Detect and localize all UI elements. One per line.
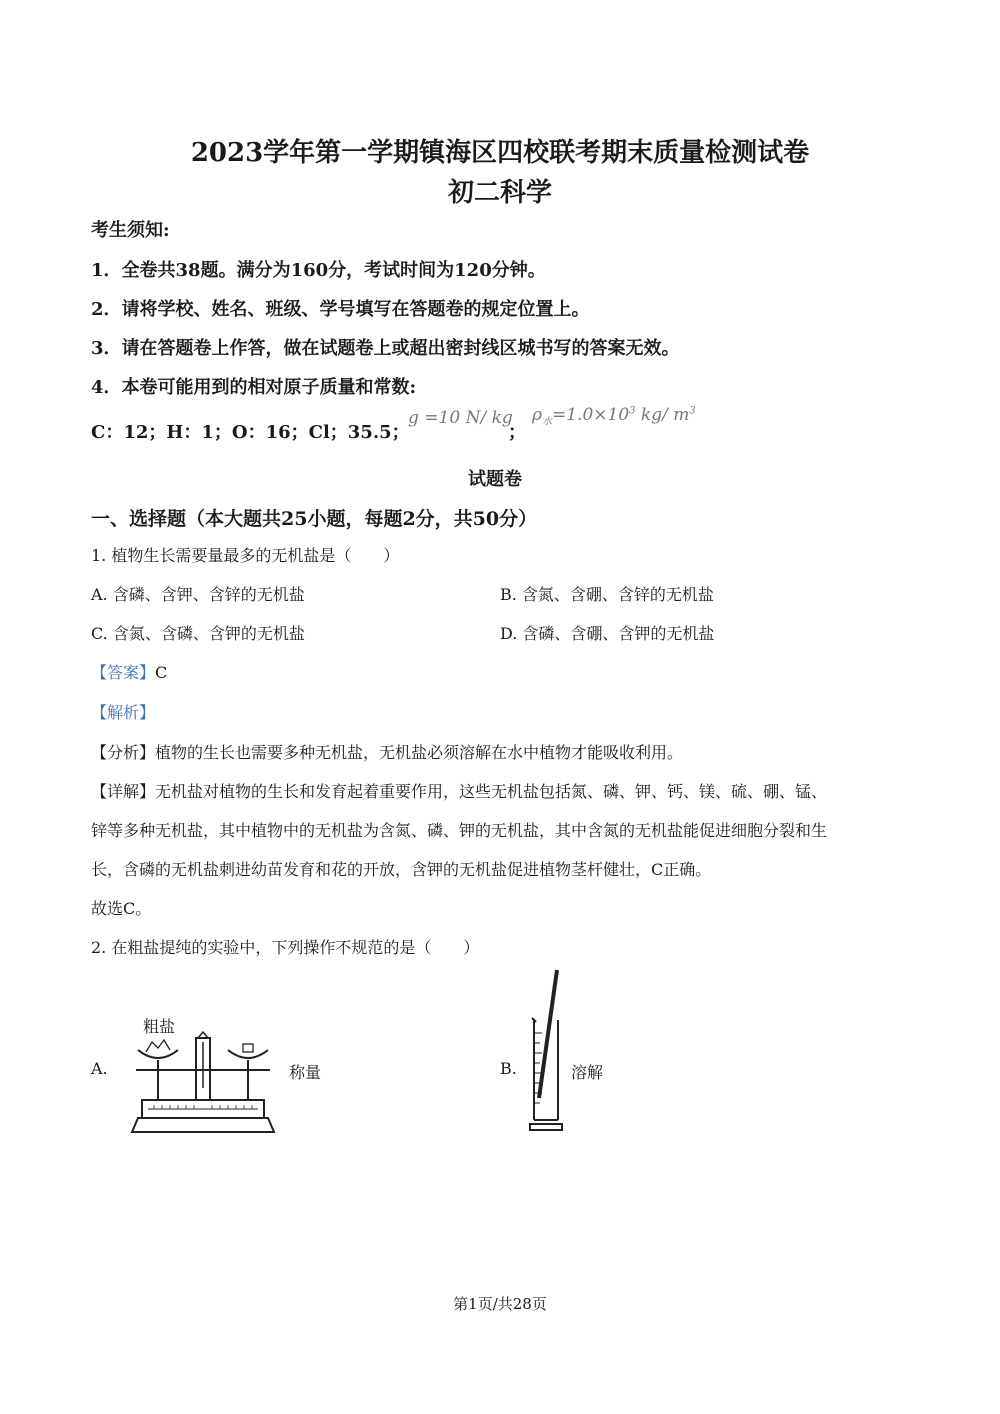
q1-answer [91, 660, 167, 683]
analysis-tag: 【解析】 [91, 703, 156, 722]
q2-stem: 2. 在粗盐提纯的实验中，下列操作不规范的是（ ） [91, 938, 480, 957]
q1-option-c: C. 含氮、含磷、含钾的无机盐 [91, 624, 305, 643]
q2-option-b-label: 溶解 [571, 1063, 604, 1082]
exam-title: 2023学年第一学期镇海区四校联考期末质量检测试卷 [190, 138, 810, 168]
q2-option-a-letter: A. [91, 1059, 108, 1078]
graduated-cylinder-figure [526, 968, 566, 1138]
q2-option-b-letter: B. [500, 1059, 517, 1078]
notice-item-4: 4．本卷可能用到的相对原子质量和常数: [91, 377, 417, 398]
formula-rho [532, 405, 696, 427]
rho-unit-exponent: 3 [689, 405, 696, 417]
rho-exponent: 3 [629, 405, 636, 417]
subject-title: 初二科学 [447, 178, 552, 208]
q1-option-d: D. 含磷、含硼、含钾的无机盐 [500, 624, 715, 643]
rho-subscript: 水 [542, 416, 552, 428]
q1-option-a: A. 含磷、含钾、含锌的无机盐 [91, 585, 305, 604]
rho-symbol: ρ [532, 405, 542, 425]
answer-value: C [155, 663, 168, 682]
page-number: 第1页/共28页 [453, 1295, 547, 1313]
atomic-masses: C：12；H：1；O：16；Cl；35.5； [91, 422, 410, 443]
balance-scale-figure [128, 1030, 278, 1135]
answer-tag: 【答案】 [91, 663, 156, 682]
notice-heading: 考生须知: [91, 220, 170, 241]
q2-option-a-figure-label: 粗盐 [143, 1017, 176, 1036]
q2-option-a-label: 称量 [289, 1063, 322, 1082]
q1-conclusion: 故选C。 [91, 899, 152, 918]
q1-stem: 1. 植物生长需要量最多的无机盐是（ ） [91, 546, 400, 565]
q1-detail-line-1: 【详解】无机盐对植物的生长和发育起着重要作用，这些无机盐包括氮、磷、钾、钙、镁、硫、硼、锰、 [91, 782, 828, 801]
formula-g: g =10 N/ kg [408, 408, 513, 428]
q1-option-b: B. 含氮、含硼、含锌的无机盐 [500, 585, 714, 604]
rho-value: =1.0×10 [552, 405, 630, 425]
notice-item-1: 1．全卷共38题。满分为160分，考试时间为120分钟。 [91, 260, 546, 281]
q1-detail-line-2: 锌等多种无机盐，其中植物中的无机盐为含氮、磷、钾的无机盐，其中含氮的无机盐能促进细胞分裂和生 [91, 821, 828, 840]
paper-label: 试题卷 [468, 469, 522, 490]
notice-item-3: 3．请在答题卷上作答，做在试题卷上或超出密封线区城书写的答案无效。 [91, 338, 680, 359]
section-heading: 一、选择题（本大题共25小题，每题2分，共50分） [91, 508, 538, 530]
q1-fenxi: 【分析】植物的生长也需要多种无机盐，无机盐必须溶解在水中植物才能吸收利用。 [91, 743, 684, 762]
q1-detail-line-3: 长，含磷的无机盐刺进幼苗发育和花的开放，含钾的无机盐促进植物茎杆健壮，C正确。 [91, 860, 712, 879]
formula-separator: ； [508, 422, 526, 443]
rho-unit: kg/ m [635, 405, 690, 425]
notice-item-2: 2．请将学校、姓名、班级、学号填写在答题卷的规定位置上。 [91, 299, 590, 320]
